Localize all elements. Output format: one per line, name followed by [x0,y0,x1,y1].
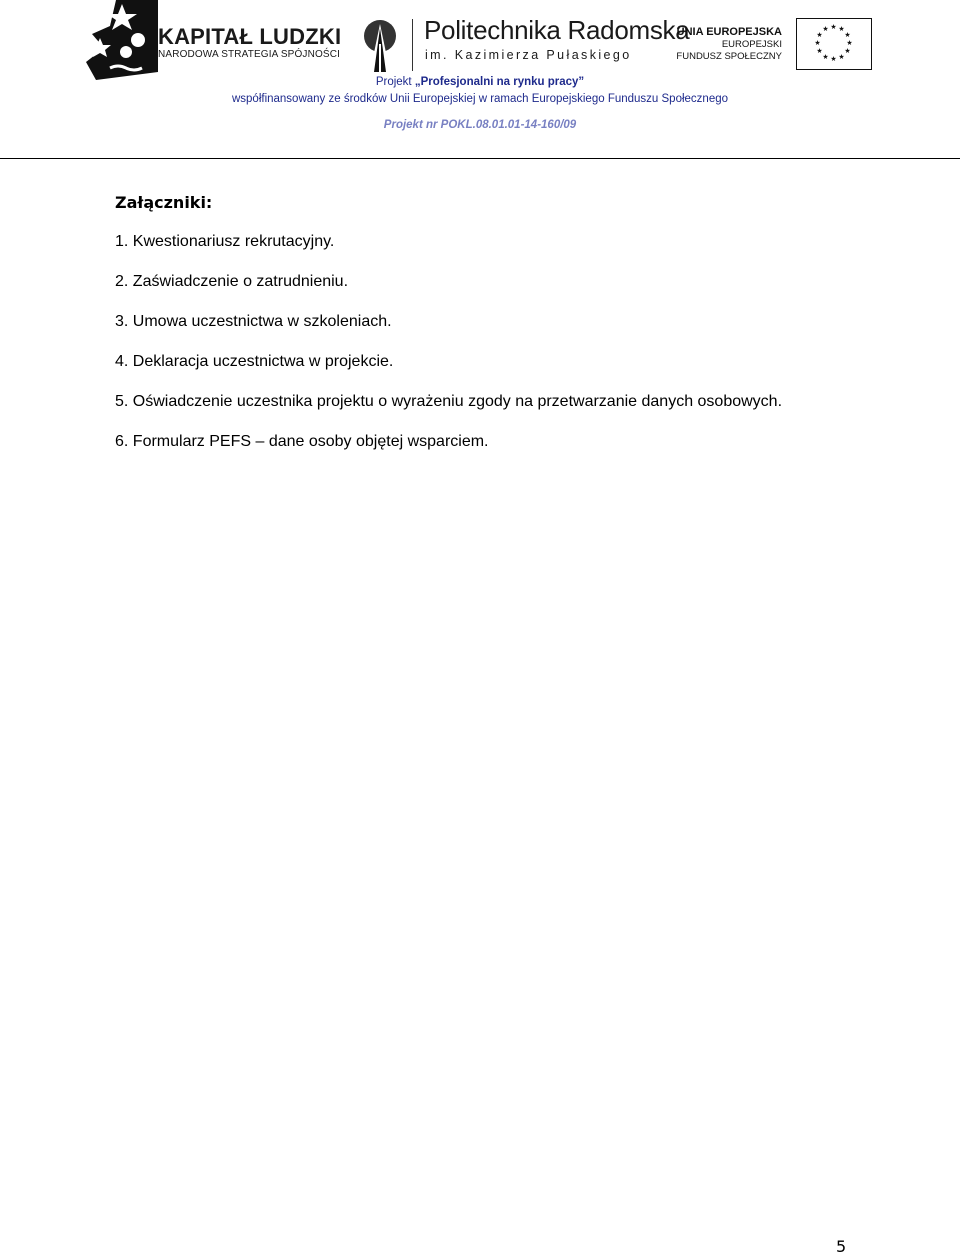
list-item: 1. Kwestionariusz rekrutacyjny. [115,233,335,250]
politechnika-name: Politechnika Radomska [424,15,690,45]
politechnika-radomska-logo [362,14,690,74]
svg-text:★: ★ [830,23,837,31]
eu-line1: UNIA EUROPEJSKA [676,26,782,38]
kapital-ludzki-logo [86,0,342,80]
page-number: 5 [836,1237,847,1256]
list-item: 4. Deklaracja uczestnictwa w projekcie. [115,353,394,370]
project-title-line [0,76,960,88]
eu-line3: FUNDUSZ SPOŁECZNY [676,51,782,62]
list-item: 2. Zaświadczenie o zatrudnieniu. [115,273,349,290]
svg-text:★: ★ [816,47,823,55]
attachments-list [115,232,782,472]
svg-text:★: ★ [822,53,829,61]
svg-text:★: ★ [838,53,845,61]
cofinancing-note: współfinansowany ze środków Unii Europejskiej w ramach Europejskiego Funduszu Społecznego [231,93,729,105]
list-item: 6. Formularz PEFS – dane osoby objętej wsparciem. [115,433,489,450]
project-number: Projekt nr POKL.08.01.01-14-160/09 [383,119,577,131]
eu-logo [676,18,872,72]
svg-text:★: ★ [830,55,837,63]
kapital-ludzki-title: KAPITAŁ LUDZKI [158,24,342,49]
header-divider [0,158,960,159]
project-prefix: Projekt [375,76,415,88]
svg-text:★: ★ [816,31,823,39]
svg-text:★: ★ [844,47,851,55]
project-name: „Profesjonalni na rynku pracy” [414,76,585,88]
svg-text:★: ★ [846,39,853,47]
politechnika-subtitle: im. Kazimierza Pułaskiego [425,48,632,62]
svg-text:★: ★ [822,25,829,33]
politechnika-divider [412,19,413,71]
eu-flag-icon [796,18,872,70]
kapital-ludzki-subtitle: NARODOWA STRATEGIA SPÓJNOŚCI [158,49,341,60]
page-header [0,0,960,160]
eu-line2: EUROPEJSKI [721,39,782,50]
politechnika-emblem-icon [362,14,402,74]
list-item: 5. Oświadczenie uczestnika projektu o wyrażeniu zgody na przetwarzanie danych osobowych. [115,393,783,410]
svg-text:★: ★ [814,39,821,47]
svg-text:★: ★ [838,25,845,33]
svg-text:★: ★ [844,31,851,39]
kapital-ludzki-emblem-icon [86,0,158,80]
attachments-heading: Załączniki: [115,193,213,212]
list-item: 3. Umowa uczestnictwa w szkoleniach. [115,313,392,330]
